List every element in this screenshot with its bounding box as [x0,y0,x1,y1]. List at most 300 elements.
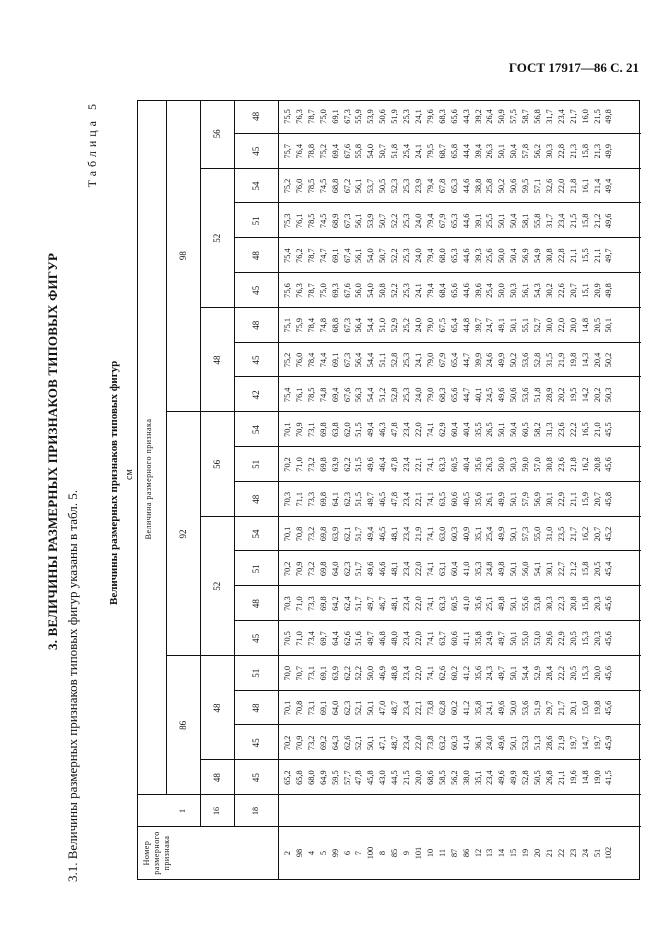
table-cell: 51,5 [354,491,364,507]
table-cell: 67,9 [437,213,447,229]
table-cell: 25,3 [402,178,412,194]
table-cell: 76,0 [294,178,304,194]
table-cell: 49,4 [604,178,614,194]
table-cell: 25,3 [402,352,412,368]
table-cell: 75,1 [283,317,292,333]
table-cell: 69,8 [318,561,328,577]
group-18-label: 48 [251,494,261,504]
table-cell: 67,3 [342,109,352,124]
table-cell: 63,9 [330,526,340,542]
table-cell: 75,2 [283,352,292,368]
table-cell: 23,5 [556,526,566,542]
value-column [282,656,615,691]
table-cell: 49,8 [604,109,614,124]
table-cell: 47,8 [354,770,364,785]
table-cell: 65,2 [283,770,292,785]
table-cell: 21,0 [592,422,602,437]
table-cell: 23,4 [402,561,412,577]
value-column [282,308,615,343]
table-cell: 52,8 [390,352,400,368]
table-cell: 50,5 [378,178,388,194]
table-cell: 20,5 [568,631,578,646]
table-cell: 21,1 [592,248,602,263]
table-cell: 65,8 [449,143,459,159]
table-cell: 79,0 [425,317,435,333]
table-cell: 76,0 [294,352,304,368]
table-cell: 23,4 [402,526,412,542]
table-cell: 52,1 [354,700,364,716]
row-id: 8 [378,850,388,856]
table-cell: 22,9 [556,491,566,507]
table-cell: 56,1 [354,213,364,229]
table-cell: 49,7 [366,596,376,611]
table-cell: 58,7 [521,109,531,124]
table-cell: 41,4 [461,735,471,751]
table-cell: 76,1 [294,213,304,229]
table-cell: 69,1 [318,700,328,716]
table-cell: 50,1 [509,631,519,646]
table-cell: 19,7 [592,735,602,751]
table-cell: 73,2 [306,526,316,542]
table-cell: 24,0 [413,248,423,263]
value-column [282,551,615,586]
table-cell: 31,7 [544,109,554,124]
table-cell: 78,7 [306,248,316,263]
table-cell: 68,4 [437,283,447,298]
group-1-label: 92 [178,529,188,539]
table-cell: 73,1 [306,422,316,437]
table-cell: 70,5 [283,631,292,646]
table-cell: 60,2 [449,665,459,681]
table-cell: 20,0 [413,770,423,785]
table-cell: 26,3 [485,143,495,159]
table-cell: 40,4 [461,422,471,437]
table-cell: 24,0 [413,387,423,403]
table-cell: 70,3 [283,491,292,507]
table-cell: 67,8 [437,178,447,194]
table-cell: 39,9 [473,352,483,368]
table-cell: 25,3 [402,387,412,403]
table-cell: 63,3 [437,457,447,472]
table-cell: 55,0 [533,526,543,542]
table-cell: 69,8 [318,422,328,437]
table-cell: 39,2 [473,109,483,124]
table-cell: 49,7 [497,631,507,646]
group-18-label: 54 [251,529,261,539]
table-cell: 31,7 [544,213,554,229]
table-cell: 68,3 [437,387,447,403]
table-cell: 70,9 [294,561,304,577]
table-cell: 26,5 [485,422,495,437]
table-cell: 41,2 [461,700,471,716]
table-cell: 47,1 [378,735,388,751]
group-18-label: 48 [251,703,261,713]
table-cell: 74,7 [318,248,328,263]
table-cell: 75,4 [283,248,292,263]
table-cell: 62,9 [437,422,447,437]
table-cell: 63,9 [330,665,340,681]
value-column [282,447,615,482]
table-cell: 45,6 [604,700,614,716]
table-cell: 70,3 [283,596,292,611]
table-label: Таблица 5 [85,100,99,188]
table-cell: 69,8 [318,457,328,472]
table-cell: 51,2 [378,387,388,403]
table-cell: 75,2 [318,143,328,159]
table-cell: 50,1 [497,213,507,229]
table-cell: 75,2 [283,178,292,194]
table-cell: 22,2 [568,422,578,437]
table-cell: 23,4 [402,596,412,611]
table-cell: 15,8 [580,561,590,577]
table-cell: 73,8 [425,700,435,716]
table-cell: 79,4 [425,248,435,263]
table-cell: 51,1 [378,352,388,368]
table-cell: 51,6 [354,631,364,646]
table-cell: 64,2 [330,596,340,611]
table-cell: 50,3 [509,457,519,472]
table-cell: 30,1 [544,491,554,507]
table-cell: 62,2 [342,457,352,472]
value-column [282,621,615,656]
table-cell: 65,4 [449,352,459,368]
table-cell: 20,3 [592,631,602,646]
table-cell: 22,0 [556,178,566,194]
table-cell: 24,1 [413,283,423,298]
table-cell: 50,5 [533,770,543,785]
table-cell: 62,3 [342,491,352,507]
table-cell: 67,6 [342,387,352,403]
group-18-label: 54 [251,181,261,191]
table-cell: 56,8 [533,109,543,124]
table-cell: 56,2 [449,770,459,785]
table-cell: 60,5 [449,457,459,472]
table-cell: 69,3 [330,283,340,298]
table-cell: 16,1 [580,178,590,194]
table-cell: 50,3 [604,387,614,403]
table-cell: 35,6 [473,491,483,507]
table-cell: 20,2 [592,387,602,403]
table-cell: 22,1 [413,491,423,507]
group-18-label: 45 [251,738,261,748]
table-cell: 41,0 [461,596,471,611]
table-cell: 73,2 [306,457,316,472]
table-cell: 70,1 [283,700,292,716]
table-cell: 70,8 [294,700,304,716]
table-cell: 31,0 [544,526,554,542]
table-cell: 60,2 [449,700,459,716]
table-cell: 26,3 [485,457,495,472]
table-cell: 56,4 [354,317,364,333]
table-cell: 20,5 [592,317,602,333]
group-18-label: 51 [251,564,261,574]
table-cell: 49,9 [604,143,614,159]
table-cell: 35,6 [473,665,483,681]
table-cell: 73,1 [306,665,316,681]
table-cell: 25,8 [485,178,495,194]
table-rule [200,101,201,827]
table-cell: 45,8 [366,770,376,785]
table-cell: 22,0 [556,317,566,333]
table-cell: 76,1 [294,387,304,403]
table-cell: 63,1 [437,561,447,577]
row-label: 18 [251,807,260,815]
table-cell: 35,1 [473,526,483,542]
table-cell: 25,4 [485,526,495,542]
table-cell: 51,7 [354,526,364,542]
table-cell: 54,4 [521,665,531,681]
table-cell: 71,0 [294,457,304,472]
table-cell: 69,1 [330,352,340,368]
table-cell: 50,7 [378,143,388,159]
table-cell: 48,1 [390,526,400,542]
table-cell: 62,6 [342,631,352,646]
table-cell: 60,6 [449,631,459,646]
table-cell: 70,7 [294,665,304,681]
table-cell: 51,5 [354,422,364,437]
table-cell: 15,0 [580,700,590,716]
table-cell: 67,4 [342,248,352,263]
table-cell: 65,3 [449,178,459,194]
table-cell: 35,8 [473,700,483,716]
table-cell: 47,8 [390,457,400,472]
table-cell: 29,7 [544,700,554,716]
table-cell: 63,5 [437,491,447,507]
section-title: 3. ВЕЛИЧИНЫ РАЗМЕРНЫХ ПРИЗНАКОВ ТИПОВЫХ ФИГУР [45,252,60,650]
table-cell: 49,6 [366,457,376,472]
table-cell: 25,3 [402,248,412,263]
table-cell: 22,0 [413,631,423,646]
group-16-label: 52 [212,233,222,243]
table-cell: 69,8 [318,526,328,542]
row-id: 23 [568,848,578,858]
table-cell: 46,8 [378,631,388,646]
value-column [282,760,615,795]
table-cell: 31,5 [544,352,554,368]
table-cell: 74,1 [425,491,435,507]
table-cell: 19,7 [568,735,578,751]
table-cell: 15,9 [580,491,590,507]
table-cell: 75,0 [318,109,328,124]
table-cell: 41,0 [461,561,471,577]
table-cell: 45,6 [604,457,614,472]
table-cell: 64,3 [330,735,340,751]
table-cell: 19,5 [568,387,578,403]
table-cell: 47,0 [378,700,388,716]
table-cell: 62,6 [437,665,447,681]
table-cell: 73,1 [306,700,316,716]
table-cell: 55,9 [354,109,364,124]
table-cell: 73,3 [306,596,316,611]
table-cell: 50,9 [497,109,507,124]
table-cell: 62,6 [342,735,352,751]
table-cell: 53,9 [366,109,376,124]
table-cell: 45,9 [604,735,614,751]
table-cell: 60,5 [449,596,459,611]
table-cell: 73,3 [306,491,316,507]
table-cell: 68,3 [437,109,447,124]
table-cell: 74,4 [318,352,328,368]
table-cell: 68,6 [425,770,435,785]
table-cell: 79,4 [425,213,435,229]
table-cell: 65,6 [449,109,459,124]
table-cell: 49,6 [604,213,614,229]
table-cell: 21,7 [568,109,578,124]
table-cell: 24,1 [485,700,495,716]
table-cell: 64,0 [330,561,340,577]
table-cell: 22,0 [413,561,423,577]
table-cell: 30,2 [544,283,554,298]
table-cell: 60,3 [449,526,459,542]
table-cell: 41,2 [461,665,471,681]
table-cell: 55,6 [521,596,531,611]
table-cell: 53,9 [366,213,376,229]
sizes-table [137,100,640,880]
values-header: Величина размерного признака [144,418,153,540]
table-cell: 78,5 [306,387,316,403]
value-column [282,134,615,169]
table-cell: 24,5 [485,387,495,403]
row-id: 14 [497,848,507,858]
table-cell: 69,8 [318,491,328,507]
table-cell: 52,2 [390,283,400,298]
table-cell: 60,6 [449,491,459,507]
table-cell: 69,1 [330,109,340,124]
table-cell: 69,8 [318,596,328,611]
table-cell: 50,2 [509,352,519,368]
table-cell: 21,5 [402,770,412,785]
group-1-label: 86 [178,720,188,730]
group-16-label: 52 [212,581,222,591]
table-cell: 22,0 [413,665,423,681]
table-cell: 49,9 [509,770,519,785]
value-column [282,377,615,412]
table-cell: 51,0 [378,317,388,333]
col-header: Номер размерного признака [142,831,171,875]
table-cell: 60,5 [521,422,531,437]
table-cell: 15,5 [580,248,590,263]
group-18-label: 48 [251,320,261,330]
table-cell: 52,8 [390,387,400,403]
table-cell: 74,1 [425,596,435,611]
row-id-column [282,827,615,879]
table-cell: 22,0 [413,735,423,751]
table-cell: 47,8 [390,422,400,437]
table-cell: 49,6 [366,561,376,577]
table-cell: 71,1 [294,491,304,507]
row-id: 15 [509,848,519,858]
table-cell: 49,7 [497,665,507,681]
table-cell: 64,4 [330,631,340,646]
table-cell: 56,0 [354,283,364,298]
table-cell: 19,8 [592,700,602,716]
table-cell: 50,1 [366,700,376,716]
table-cell: 44,6 [461,248,471,263]
table-cell: 70,8 [294,526,304,542]
value-column [282,725,615,760]
table-cell: 21,7 [556,700,566,716]
row-id: 9 [402,850,412,856]
table-cell: 50,1 [366,735,376,751]
table-cell: 20,3 [592,596,602,611]
table-cell: 50,1 [509,735,519,751]
table-cell: 52,8 [533,352,543,368]
table-cell: 38,8 [473,178,483,194]
table-cell: 20,0 [592,665,602,681]
table-cell: 50,1 [509,665,519,681]
table-cell: 62,1 [342,526,352,542]
row-id: 6 [342,850,352,856]
table-cell: 23,4 [485,770,495,785]
table-cell: 35,1 [473,770,483,785]
row-id: 87 [449,848,459,858]
table-cell: 15,8 [580,596,590,611]
table-cell: 25,6 [485,248,495,263]
table-cell: 21,2 [568,561,578,577]
table-cell: 25,1 [485,596,495,611]
table-cell: 23,6 [556,457,566,472]
table-cell: 50,0 [366,665,376,681]
table-cell: 21,1 [568,248,578,263]
table-cell: 23,4 [402,422,412,437]
table-cell: 73,2 [306,561,316,577]
table-cell: 46,6 [378,561,388,577]
table-cell: 78,7 [306,109,316,124]
table-cell: 30,0 [544,317,554,333]
table-cell: 48,1 [390,596,400,611]
table-cell: 50,4 [509,422,519,437]
table-cell: 30,3 [544,596,554,611]
table-cell: 54,4 [366,387,376,403]
table-cell: 62,0 [342,422,352,437]
table-cell: 78,7 [306,283,316,298]
table-cell: 63,7 [437,631,447,646]
table-cell: 50,4 [509,143,519,159]
table-cell: 64,9 [318,770,328,785]
table-cell: 24,0 [413,317,423,333]
table-cell: 57,8 [521,143,531,159]
table-cell: 62,4 [342,596,352,611]
group-16-label: 56 [212,129,222,139]
table-cell: 67,6 [342,283,352,298]
row-id: 99 [330,848,340,858]
group-18-label: 45 [251,285,261,295]
table-cell: 52,2 [390,248,400,263]
table-cell: 49,1 [497,317,507,333]
group-18-label: 51 [251,459,261,469]
table-cell: 55,0 [521,631,531,646]
table-cell: 24,3 [485,665,495,681]
table-cell: 65,6 [449,387,459,403]
table-cell: 68,0 [437,248,447,263]
table-cell: 19,0 [592,770,602,785]
table-cell: 70,2 [283,735,292,751]
table-cell: 39,3 [473,248,483,263]
table-cell: 54,3 [533,283,543,298]
table-cell: 74,8 [318,317,328,333]
table-cell: 20,5 [592,561,602,577]
table-cell: 23,4 [402,700,412,716]
row-id: 100 [366,846,376,860]
table-cell: 57,0 [533,457,543,472]
table-cell: 46,9 [378,665,388,681]
table-cell: 44,5 [390,770,400,785]
row-id: 12 [473,848,483,858]
table-cell: 60,4 [449,422,459,437]
table-cell: 44,6 [461,178,471,194]
table-cell: 78,8 [306,143,316,159]
group-18-label: 51 [251,668,261,678]
